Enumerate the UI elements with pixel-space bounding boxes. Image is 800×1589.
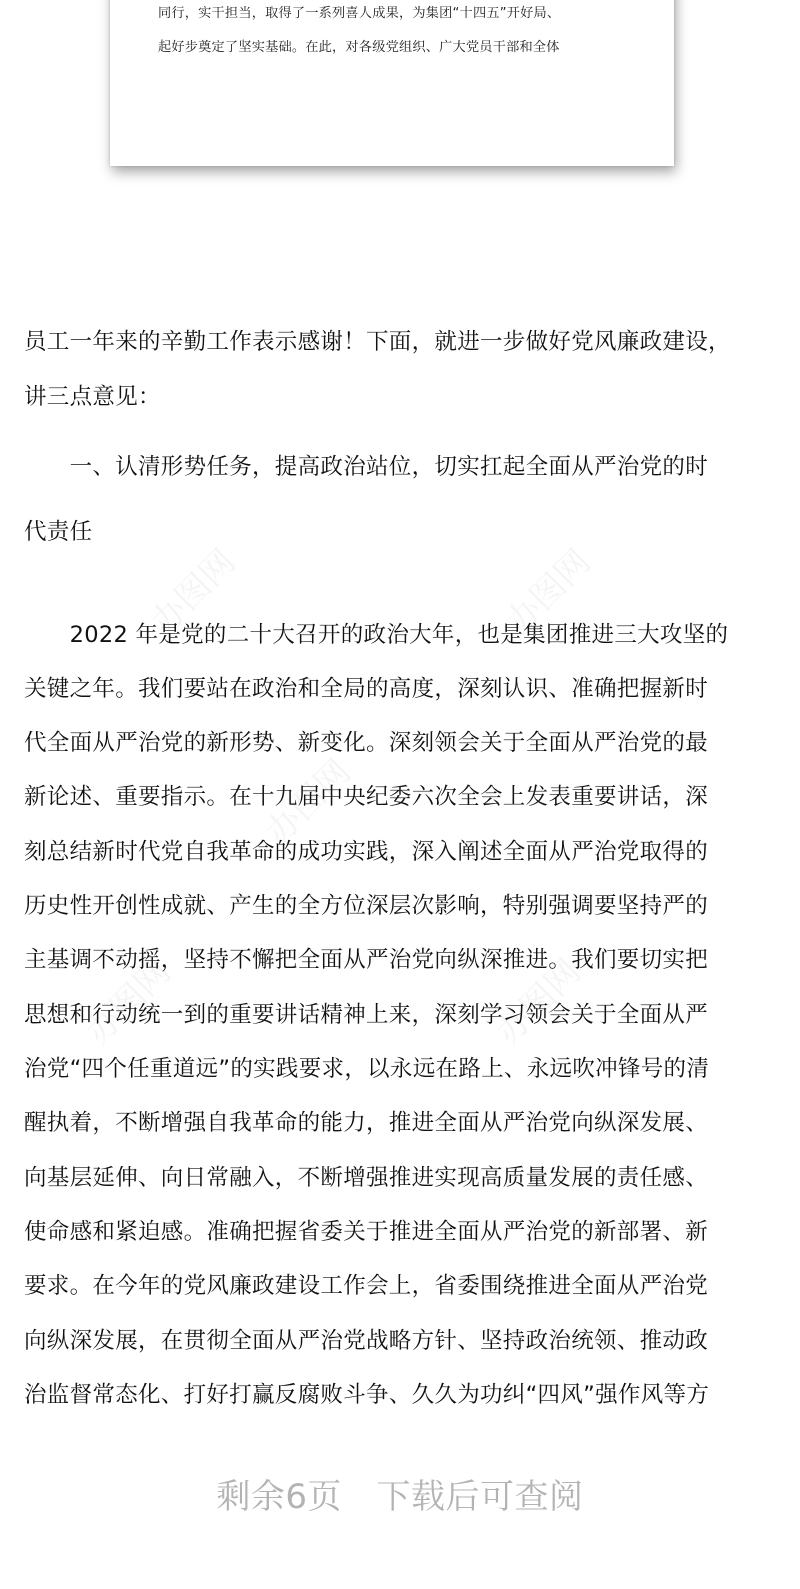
body-text-line: 思想和行动统一到的重要讲话精神上来，深刻学习领会关于全面从严	[24, 1002, 709, 1028]
body-text-line: 关键之年。我们要站在政治和全局的高度，深刻认识、准确把握新时	[24, 676, 709, 702]
preview-text-line: 同行，实干担当，取得了一系列喜人成果，为集团“十四五”开好局、	[158, 6, 561, 21]
preview-text-line: 起好步奠定了坚实基础。在此，对各级党组织、广大党员干部和全体	[158, 40, 560, 55]
body-text-line: 新论述、重要指示。在十九届中央纪委六次全会上发表重要讲话，深	[24, 784, 709, 810]
body-text-line: 讲三点意见：	[24, 384, 161, 410]
body-text-line: 刻总结新时代党自我革命的成功实践，深入阐述全面从严治党取得的	[24, 839, 709, 865]
body-text-line: 治监督常态化、打好打赢反腐败斗争、久久为功纠“四风”强作风等方	[24, 1382, 710, 1408]
body-text-line: 员工一年来的辛勤工作表示感谢！下面，就进一步做好党风廉政建设，	[24, 329, 731, 355]
body-text-line: 向基层延伸、向日常融入，不断增强推进实现高质量发展的责任感、	[24, 1165, 709, 1191]
body-text-line: 2022 年是党的二十大召开的政治大年，也是集团推进三大攻坚的	[24, 622, 729, 648]
body-text-line: 醒执着，不断增强自我革命的能力，推进全面从严治党向纵深发展、	[24, 1110, 709, 1136]
section-heading-line: 代责任	[24, 519, 93, 545]
section-heading-line: 一、认清形势任务，提高政治站位，切实扛起全面从严治党的时	[24, 454, 709, 480]
remaining-pages-notice: 剩余6页 下载后可查阅	[216, 1477, 584, 1517]
body-text-line: 治党“四个任重道远”的实践要求，以永远在路上、永远吹冲锋号的清	[24, 1056, 710, 1082]
body-text-line: 向纵深发展，在贯彻全面从严治党战略方针、坚持政治统领、推动政	[24, 1328, 709, 1354]
body-text-line: 使命感和紧迫感。准确把握省委关于推进全面从严治党的新部署、新	[24, 1219, 709, 1245]
document-preview-card	[110, 0, 674, 166]
body-text-line: 要求。在今年的党风廉政建设工作会上，省委围绕推进全面从严治党	[24, 1273, 709, 1299]
body-text-line: 主基调不动摇，坚持不懈把全面从严治党向纵深推进。我们要切实把	[24, 947, 709, 973]
body-text-line: 历史性开创性成就、产生的全方位深层次影响，特别强调要坚持严的	[24, 893, 709, 919]
body-text-line: 代全面从严治党的新形势、新变化。深刻领会关于全面从严治党的最	[24, 730, 709, 756]
